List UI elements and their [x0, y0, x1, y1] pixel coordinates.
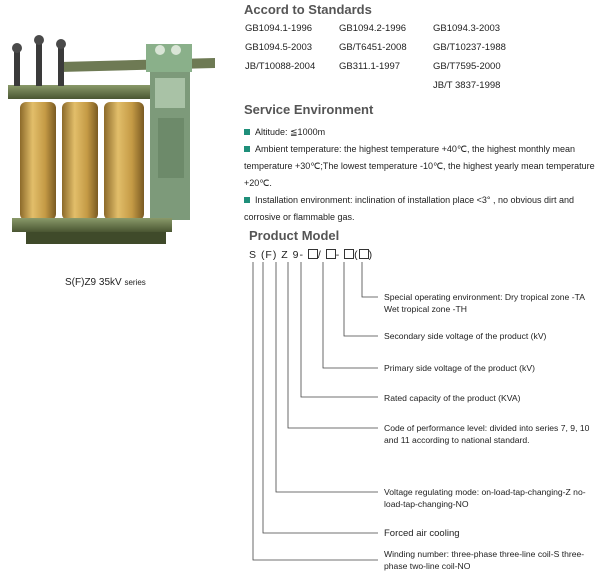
temperature-text: Ambient temperature: the highest temperature +40℃, the highest monthly mean temperature +30℃;The lowest temperature -10℃, the highest yearly mean temperature +20℃.: [244, 144, 595, 188]
standards-title: Accord to Standards: [244, 2, 372, 17]
caption-main: S(F)Z9 35kV: [65, 277, 122, 288]
desc-primary-voltage: Primary side voltage of the product (kV): [384, 363, 535, 373]
desc-winding: Winding number: three-phase three-line coil-S three-phase two-line coil-NO: [384, 549, 585, 571]
standard-item: GB/T7595-2000: [433, 61, 501, 72]
standard-item: GB1094.5-2003: [245, 42, 313, 53]
standard-item: GB/T6451-2008: [339, 42, 407, 53]
code-paren-open: (: [354, 249, 359, 261]
desc-environment: Special operating environment: Dry tropical zone -TA Wet tropical zone -TH: [384, 292, 585, 314]
standard-item: GB1094.2-1996: [339, 23, 407, 34]
installation-text: Installation environment: inclination of installation place <3° , no obvious dirt and corrosive or flammable gas.: [244, 195, 575, 222]
model-title: Product Model: [249, 228, 340, 243]
desc-performance: Code of performance level: divided into series 7, 9, 10 and 11 according to national standard.: [384, 423, 590, 445]
code-z: Z: [281, 249, 289, 261]
code-s: S: [249, 249, 258, 261]
standard-item: GB1094.3-2003: [433, 23, 501, 34]
code-f: (F): [260, 249, 278, 261]
environment-title: Service Environment: [244, 102, 374, 117]
standard-item: JB/T 3837-1998: [433, 80, 501, 91]
caption-small: series: [124, 278, 146, 287]
desc-voltage-regulating: Voltage regulating mode: on-load-tap-changing-Z no-load-tap-changing-NO: [384, 487, 586, 509]
standard-item: JB/T10088-2004: [245, 61, 316, 72]
desc-cooling: Forced air cooling: [384, 528, 460, 539]
desc-capacity: Rated capacity of the product (KVA): [384, 393, 521, 403]
standard-item: GB311.1-1997: [339, 61, 401, 72]
code-9: 9: [292, 249, 300, 261]
code-dash: -: [299, 249, 304, 261]
code-slash: /: [317, 249, 322, 261]
desc-secondary-voltage: Secondary side voltage of the product (kV): [384, 331, 547, 341]
code-dash: -: [335, 249, 341, 261]
standard-item: GB1094.1-1996: [245, 23, 313, 34]
standard-item: GB/T10237-1988: [433, 42, 506, 53]
altitude-text: Altitude: ≦1000m: [255, 127, 326, 137]
code-paren-close: ): [368, 249, 374, 261]
